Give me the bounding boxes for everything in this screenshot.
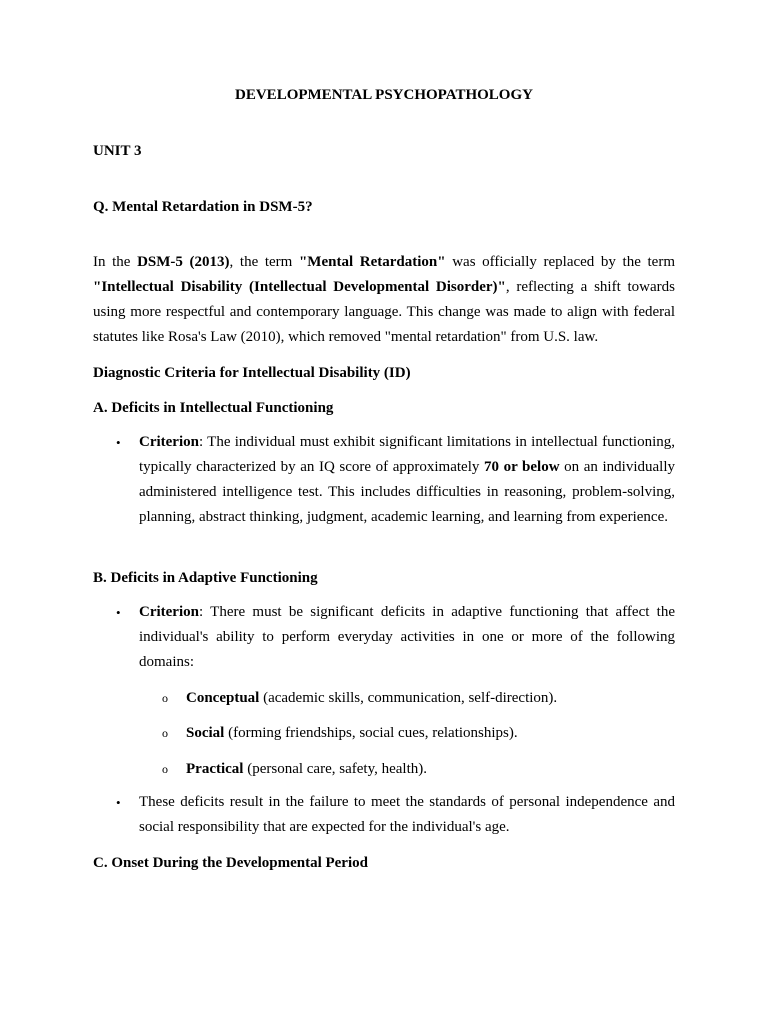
domain-item-practical [186,757,427,782]
criterion-text: on an individually administered intelligence test. This includes difficulties in reasoning, problem-solving, planning, abstract thinking, judgment, academic learning, and learning from experience. [139,459,676,525]
question-heading: Q. Mental Retardation in DSM-5? [93,199,313,215]
intro-text: In the [93,254,138,270]
intro-bold-dsm: DSM-5 (2013) [137,254,230,270]
circle-bullet-icon: o [162,726,168,740]
section-b-bullet-2: These deficits result in the failure to meet the standards of personal independence and social responsibility that are expected for the individual's age. [139,794,675,835]
circle-bullet-icon: o [162,762,168,776]
section-a-criterion [139,430,675,530]
section-b-heading: B. Deficits in Adaptive Functioning [93,570,318,586]
domain-label: Conceptual [186,690,260,706]
criterion-text: : The individual must exhibit significant limitations in intellectual functioning, typically characterized by an IQ score of approximately [139,434,675,475]
intro-text: was officially replaced by the term [445,254,675,270]
circle-bullet-icon: o [162,691,168,705]
criterion-label: Criterion [139,434,199,450]
unit-label: UNIT 3 [93,143,142,159]
section-b-criterion [139,600,675,675]
criterion-text: : There must be significant deficits in adaptive functioning that affect the individual's ability to perform everyday activities in one or more of the following domains: [139,604,675,670]
intro-paragraph [93,250,675,350]
document-title: DEVELOPMENTAL PSYCHOPATHOLOGY [235,87,533,103]
domain-item-social [186,721,518,746]
domain-item-conceptual [186,686,557,711]
domain-label: Social [186,725,225,741]
section-c-heading: C. Onset During the Developmental Period [93,855,368,871]
domain-text: (personal care, safety, health). [243,761,427,777]
criterion-label: Criterion [139,604,199,620]
bullet-icon: • [116,435,121,450]
intro-text: , reflecting a shift towards using more respectful and contemporary language. This change was made to align with federal statutes like Rosa's Law (2010), which removed "mental retardation" from U.S. law. [93,279,675,345]
criteria-heading: Diagnostic Criteria for Intellectual Disability (ID) [93,365,411,381]
intro-bold-new-term: "Intellectual Disability (Intellectual Developmental Disorder)" [93,279,506,295]
bullet-icon: • [116,605,121,620]
section-a-heading: A. Deficits in Intellectual Functioning [93,400,334,416]
intro-bold-old-term: "Mental Retardation" [298,254,446,270]
iq-threshold: 70 or below [483,459,560,475]
bullet-icon: • [116,795,121,810]
domain-text: (forming friendships, social cues, relationships). [224,725,518,741]
intro-text: , the term [229,254,299,270]
domain-label: Practical [186,761,244,777]
domain-text: (academic skills, communication, self-direction). [259,690,558,706]
